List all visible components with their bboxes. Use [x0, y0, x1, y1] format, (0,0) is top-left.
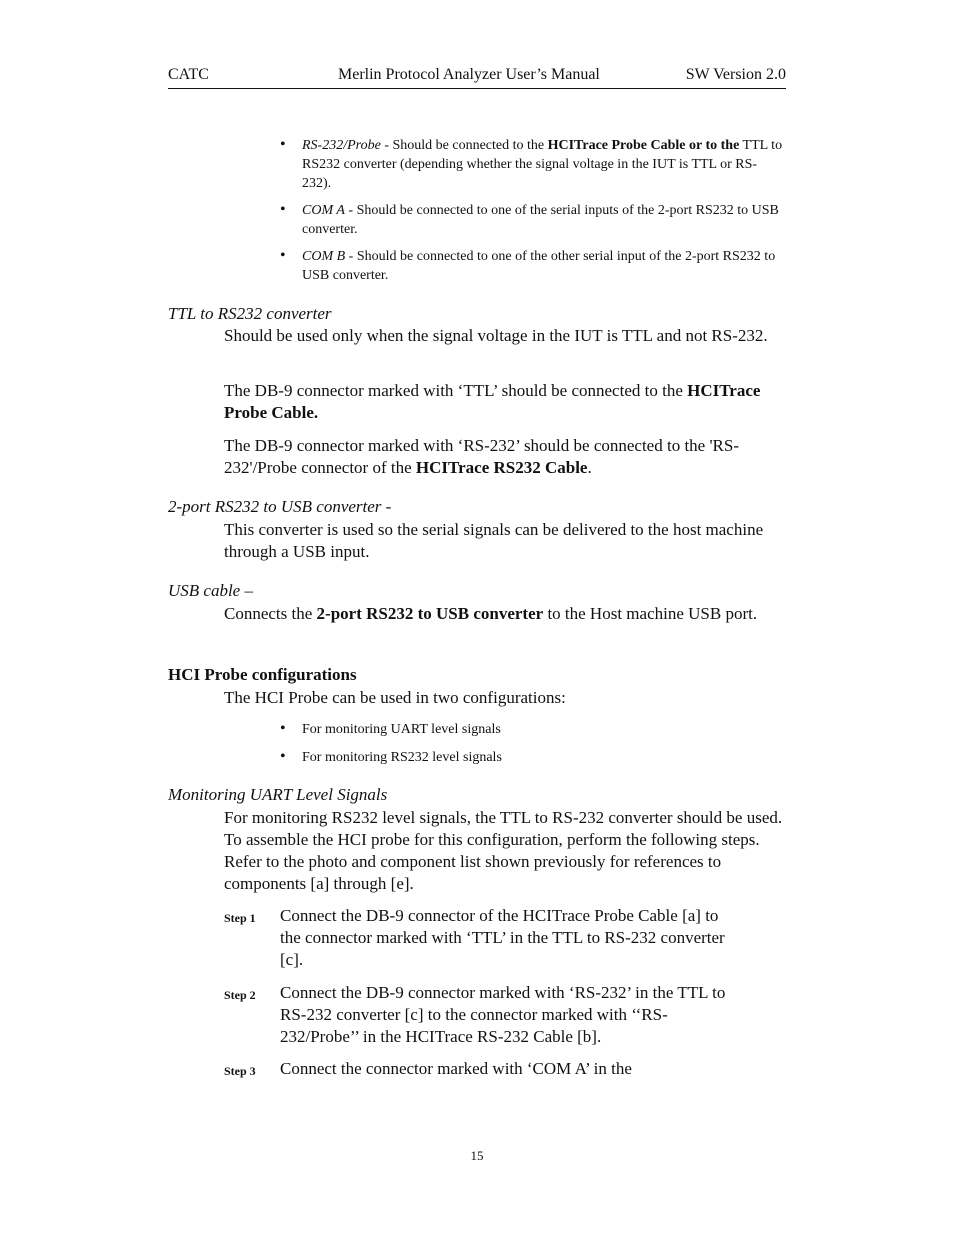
list-item [280, 247, 786, 285]
hci-paragraph: The HCI Probe can be used in two configurations: [224, 688, 566, 707]
section-title-hci: HCI Probe configurations [168, 665, 357, 684]
bullet-icon: • [280, 247, 286, 264]
connector-label: RS-232/Probe [302, 138, 381, 153]
paragraph-bold-text: HCITrace Probe Cable. [224, 381, 761, 422]
connector-label: COM B [302, 249, 346, 264]
ttl-paragraph-3 [224, 435, 786, 479]
bullet-text: - Should be connected to one of the other serial input of the 2-port RS232 to USB converter. [302, 249, 776, 283]
bullet-bold-text: HCITrace Probe Cable or to the [547, 138, 740, 153]
step-label: Step 3 [224, 1064, 256, 1078]
bullet-icon: • [280, 136, 286, 153]
bullet-icon: • [280, 201, 286, 218]
paragraph-text: The DB-9 connector marked with ‘RS-232’ should be connected to the 'RS-232'/Probe connector of the [224, 436, 739, 477]
bullet-icon: • [280, 748, 286, 765]
ttl-paragraph-2 [224, 380, 786, 424]
paragraph-text: . [587, 458, 592, 477]
usb-cable-paragraph [224, 603, 786, 625]
step-label: Step 1 [224, 911, 256, 925]
list-item [280, 720, 760, 739]
uart-paragraph: For monitoring RS232 level signals, the TTL to RS-232 converter should be used. To assemble the HCI probe for this configuration, perform the following steps. Refer to the photo and component list shown previously for references to components [a] through [e]. [224, 808, 783, 893]
paragraph-bold-text: 2-port RS232 to USB converter [316, 604, 544, 623]
section-title-usb-cable: USB cable – [168, 581, 253, 600]
bullet-text: TTL to RS232 converter (depending whether the signal voltage in the IUT is TTL or RS-232). [302, 138, 783, 191]
ttl-paragraph-1: Should be used only when the signal voltage in the IUT is TTL and not RS-232. [224, 326, 768, 345]
paragraph-text: The DB-9 connector marked with ‘TTL’ should be connected to the [224, 381, 688, 400]
section-title-uart: Monitoring UART Level Signals [168, 785, 388, 804]
connector-bullet-list [280, 136, 786, 293]
section-title-ttl: TTL to RS232 converter [168, 304, 332, 323]
header-version: SW Version 2.0 [685, 66, 786, 83]
bullet-text: For monitoring RS232 level signals [302, 750, 502, 765]
list-item [280, 748, 760, 767]
paragraph-text: Connects the [224, 604, 317, 623]
list-item [280, 201, 786, 239]
step-text: Connect the DB-9 connector marked with ‘RS-232’ in the TTL to RS-232 converter [c] to the connector marked with ‘‘RS-232/Probe’’ in the HCITrace RS-232 Cable [b]. [280, 983, 726, 1046]
bullet-icon: • [280, 720, 286, 737]
page-header [168, 66, 786, 89]
bullet-text: - Should be connected to the [380, 138, 548, 153]
section-title-usb-converter: 2-port RS232 to USB converter - [168, 497, 392, 516]
step-label: Step 2 [224, 988, 256, 1002]
step-text: Connect the DB-9 connector of the HCITrace Probe Cable [a] to the connector marked with ‘TTL’ in the TTL to RS-232 converter [c]. [280, 906, 725, 969]
list-item [280, 136, 786, 193]
usb-converter-paragraph: This converter is used so the serial signals can be delivered to the host machine through a USB input. [224, 520, 764, 561]
header-left: CATC [168, 66, 209, 83]
connector-label: COM A [302, 203, 345, 218]
header-title: Merlin Protocol Analyzer User’s Manual [338, 66, 600, 83]
paragraph-text: to the Host machine USB port. [543, 604, 758, 623]
hci-config-list [280, 720, 760, 776]
bullet-text: - Should be connected to one of the serial inputs of the 2-port RS232 to USB converter. [302, 203, 779, 237]
bullet-text: For monitoring UART level signals [302, 722, 501, 737]
step-text: Connect the connector marked with ‘COM A’ in the [280, 1059, 632, 1078]
paragraph-bold-text: HCITrace RS232 Cable [415, 458, 588, 477]
page-number: 15 [470, 1148, 484, 1163]
